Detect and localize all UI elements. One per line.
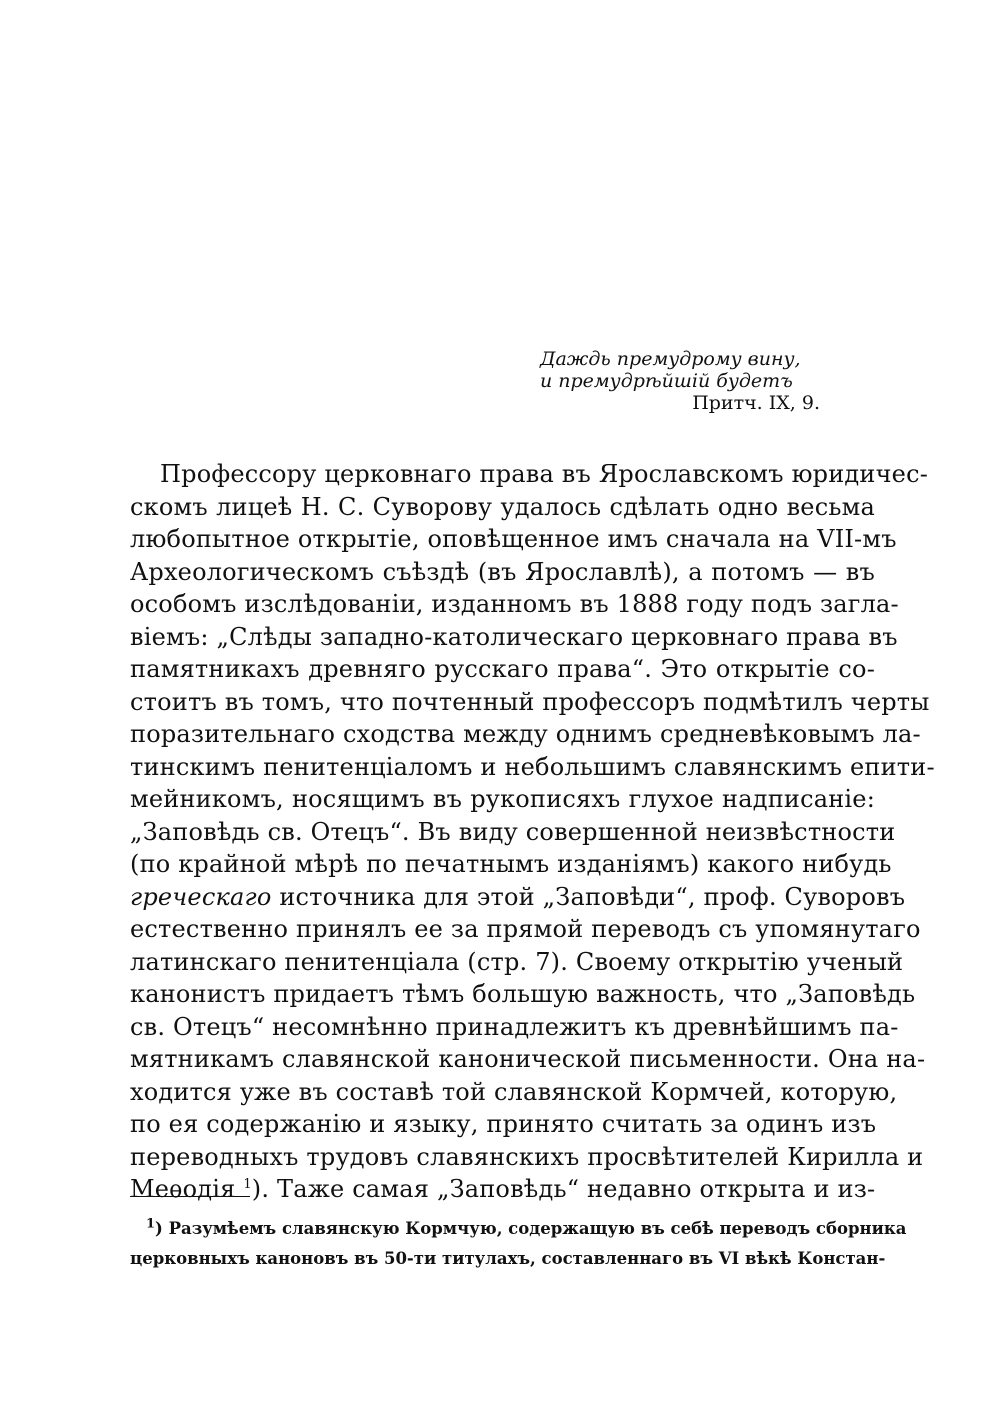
body-line-rest: источника для этой „Заповѣди“, проф. Суворовъ [271,882,906,911]
body-line: мейникомъ, носящимъ въ рукописяхъ глухое надписаніе: [130,785,875,813]
footnote-ref: 1 [243,1177,252,1192]
body-line: (по крайной мѣрѣ по печатнымъ изданіямъ) какого нибудь [130,850,892,878]
footnotes [130,1214,907,1274]
body-line: латинскаго пенитенціала (стр. 7). Своему открытію ученый [130,947,904,976]
epigraph-line-1: Даждь премудрому вину, [540,348,801,370]
footnote-divider [130,1196,250,1197]
footnote-line: церковныхъ каноновъ въ 50-ти титулахъ, составленнаго въ VI вѣкѣ Констан- [130,1249,886,1268]
epigraph-line-2: и премудрѣйшій будетъ [540,370,793,392]
footnote-line [130,1214,907,1244]
body-line: св. Отецъ“ несомнѣнно принадлежитъ къ древнѣйшимъ па- [130,1012,899,1041]
epigraph [540,348,840,414]
footnote-marker: 1 [146,1216,156,1232]
body-line: віемъ: „Слѣды западно-католическаго церковнаго права въ [130,622,898,651]
body-line: Профессору церковнаго права въ Ярославскомъ юридичес- [160,460,929,488]
body-line: переводныхъ трудовъ славянскихъ просвѣтителей Кирилла и [130,1142,924,1171]
body-line: „Заповѣдь св. Отецъ“. Въ виду совершенной неизвѣстности [130,817,896,846]
body-line: поразительнаго сходства между однимъ средневѣковымъ ла- [130,720,921,748]
italic-word: греческаго [130,882,272,911]
body-line: особомъ изслѣдованіи, изданномъ въ 1888 году подъ загла- [130,590,899,618]
body-line [130,881,906,914]
body-line: мятникамъ славянской канонической письменности. Она на- [130,1045,926,1073]
body-line: тинскимъ пенитенціаломъ и небольшимъ славянскимъ епити- [130,752,935,781]
footnote-text: ) Разумѣемъ славянскую Кормчую, содержащую въ себѣ переводъ сборника [155,1219,907,1238]
body-line: скомъ лицеѣ Н. С. Суворову удалось сдѣлать одно весьма [130,492,875,521]
body-line [130,1173,875,1206]
body-line: памятникахъ древняго русскаго права“. Это открытіе со- [130,655,875,683]
body-line: естественно принялъ ее за прямой переводъ съ упомянутаго [130,915,921,943]
body-line: канонистъ придаетъ тѣмъ большую важность, что „Заповѣдь [130,980,916,1008]
body-line: Археологическомъ съѣздѣ (въ Ярославлѣ), а потомъ — въ [130,557,875,586]
body-line: стоитъ въ томъ, что почтенный профессоръ подмѣтилъ черты [130,687,930,716]
body-line: любопытное открытіе, оповѣщенное имъ сначала на VII-мъ [130,525,897,553]
body-line: по ея содержанію и языку, принято считать за одинъ изъ [130,1110,877,1138]
epigraph-reference: Притч. IX, 9. [692,392,820,414]
body-line: ходится уже въ составѣ той славянской Кормчей, которую, [130,1077,898,1106]
body-text [130,458,935,1206]
body-line-start: Меѳодія [130,1175,244,1203]
body-line-end: ). Таже самая „Заповѣдь“ недавно открыта и из- [251,1175,876,1203]
